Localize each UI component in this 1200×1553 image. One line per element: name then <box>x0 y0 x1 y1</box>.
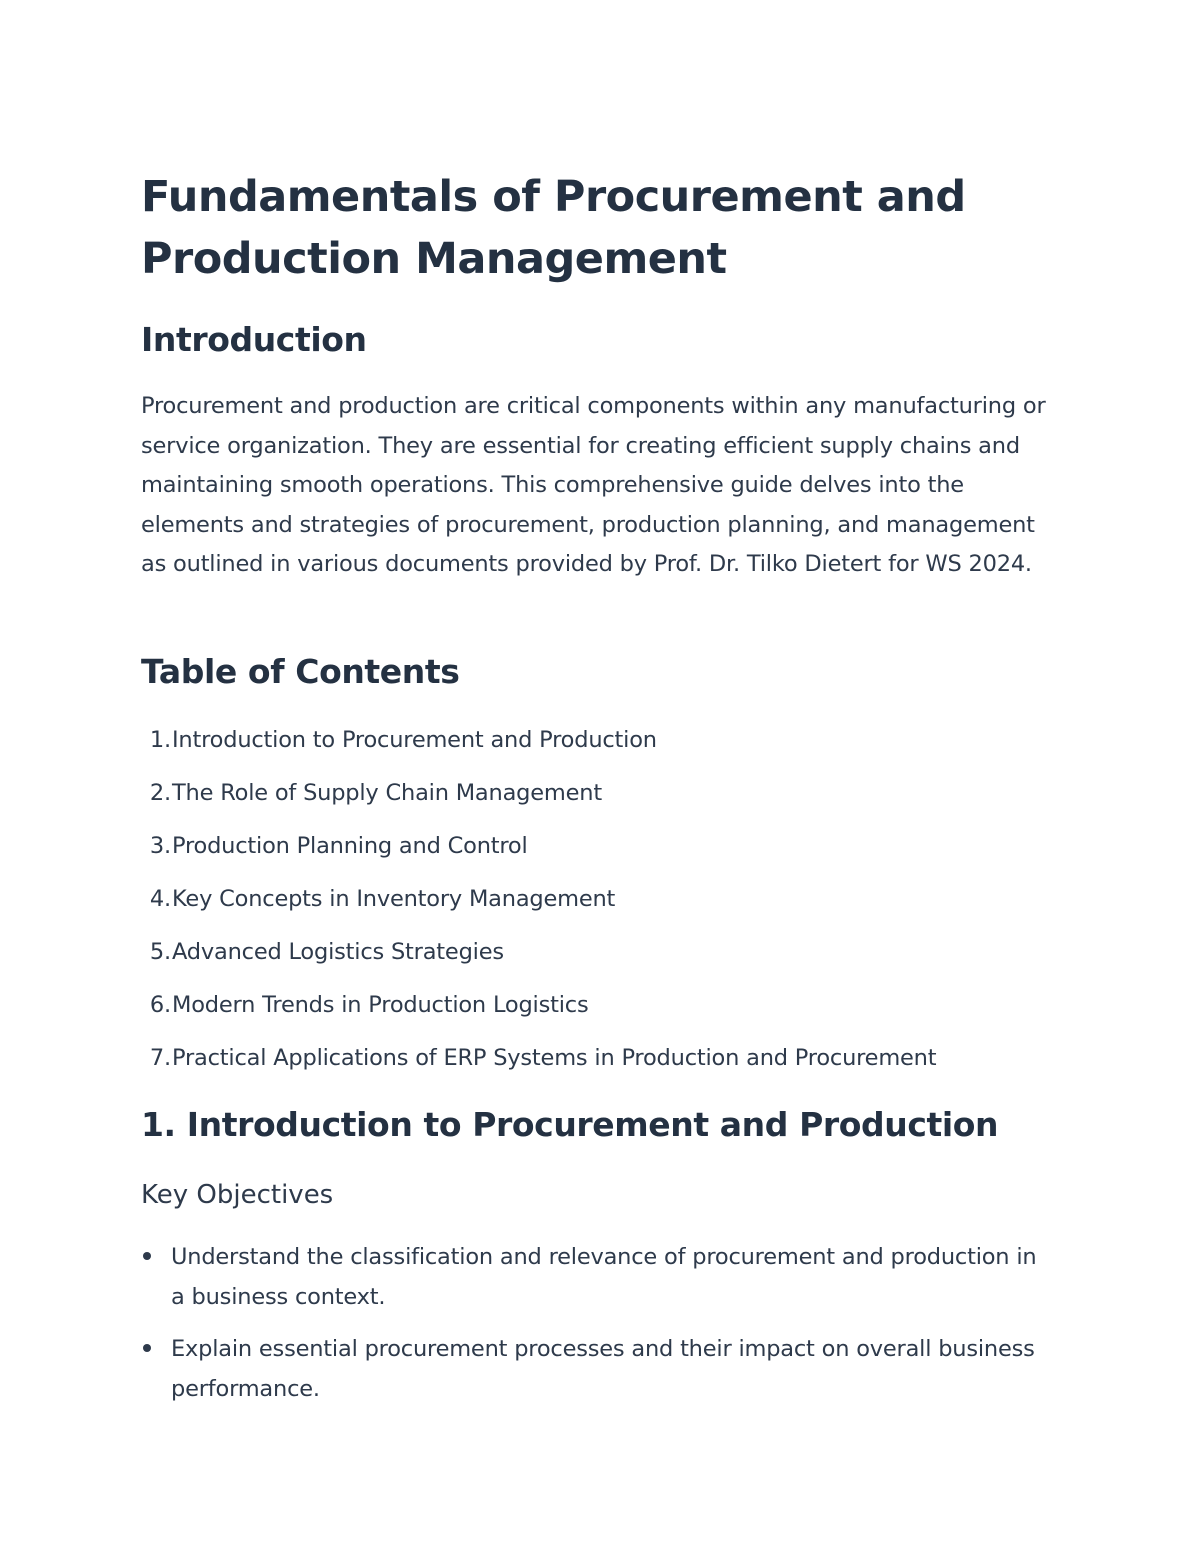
toc-item-text: Key Concepts in Inventory Management <box>172 886 616 912</box>
introduction-heading: Introduction <box>141 320 367 359</box>
toc-item <box>141 932 936 985</box>
toc-item <box>141 826 936 879</box>
toc-item-number: 7. <box>149 1045 171 1071</box>
toc-item-number: 3. <box>149 833 171 859</box>
toc-item-text: Practical Applications of ERP Systems in Production and Procurement <box>172 1045 937 1071</box>
toc-heading: Table of Contents <box>141 652 460 691</box>
toc-item <box>141 879 936 932</box>
toc-list <box>141 720 936 1091</box>
key-objectives-heading: Key Objectives <box>141 1180 334 1210</box>
key-objectives-list <box>141 1237 1041 1421</box>
list-item <box>141 1329 1041 1409</box>
toc-item <box>141 985 936 1038</box>
toc-item-text: The Role of Supply Chain Management <box>172 780 602 806</box>
list-item-text: Explain essential procurement processes and their impact on overall business performance. <box>171 1336 1035 1402</box>
toc-item-text: Production Planning and Control <box>172 833 528 859</box>
toc-item-number: 4. <box>149 886 171 912</box>
introduction-paragraph: Procurement and production are critical components within any manufacturing or service organization. They are essential for creating efficient supply chains and maintaining smooth operations. This comprehensive guide delves into the elements and strategies of procurement, production planning, and management as outlined in various documents provided by Prof. Dr. Tilko Dietert for WS 2024. <box>141 393 1046 578</box>
toc-item-number: 6. <box>149 992 171 1018</box>
toc-item-number: 5. <box>149 939 171 965</box>
toc-item <box>141 773 936 826</box>
toc-item-text: Advanced Logistics Strategies <box>172 939 504 965</box>
list-item <box>141 1237 1041 1317</box>
toc-item <box>141 1038 936 1091</box>
toc-item-text: Modern Trends in Production Logistics <box>172 992 589 1018</box>
toc-item-text: Introduction to Procurement and Production <box>172 727 657 753</box>
section-1-heading: 1. Introduction to Procurement and Production <box>141 1105 999 1144</box>
bullet-dot-icon <box>143 1344 151 1352</box>
bullet-dot-icon <box>143 1252 151 1260</box>
toc-item-number: 1. <box>149 727 171 753</box>
list-item-text: Understand the classification and relevance of procurement and production in a business context. <box>171 1244 1037 1310</box>
toc-item <box>141 720 936 773</box>
toc-item-number: 2. <box>149 780 171 806</box>
document-title: Fundamentals of Procurement and Production Management <box>141 172 966 284</box>
